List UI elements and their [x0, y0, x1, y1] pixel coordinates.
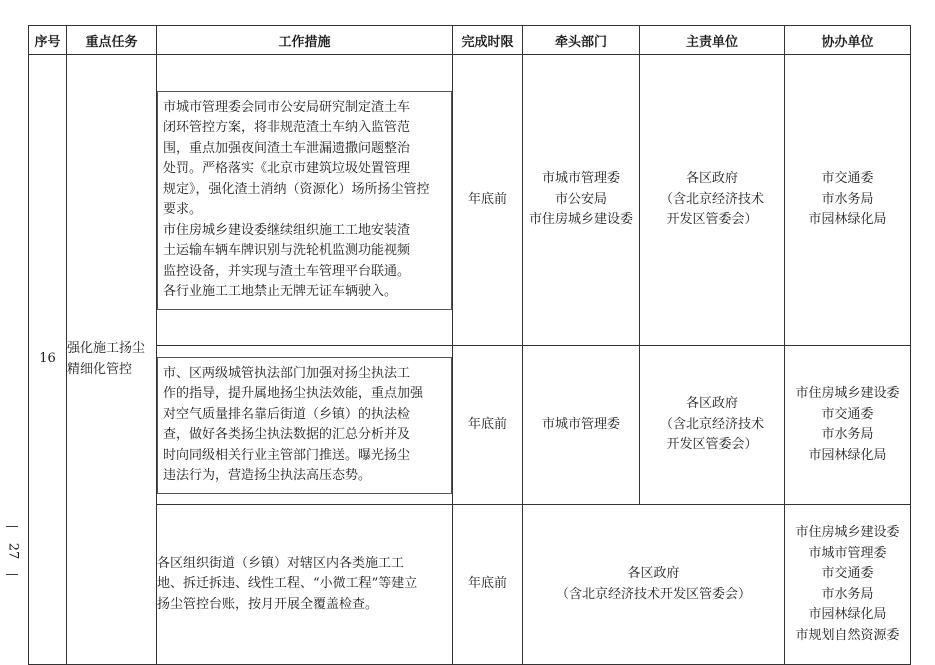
task-cell: 强化施工扬尘精细化管控 [67, 55, 157, 665]
measure-cell [157, 505, 453, 665]
header-assist: 协办单位 [785, 26, 911, 55]
page-number [2, 520, 22, 610]
assist-cell: 市交通委 市水务局 市园林绿化局 [785, 55, 911, 346]
measure-cell [157, 346, 453, 505]
page-number-value: 27 [4, 542, 20, 560]
header-measure: 工作措施 [157, 26, 453, 55]
table-row [29, 346, 911, 505]
header-lead: 牵头部门 [523, 26, 640, 55]
table-row [29, 505, 911, 665]
page-number-dash-bottom: — [5, 567, 19, 582]
measure-text: 各区组织街道（乡镇）对辖区内各类施工工 地、拆迁拆违、线性工程、“小微工程”等建立 扬尘管控台账，按月开展全覆盖检查。 [157, 555, 418, 612]
seq-cell: 16 [29, 55, 67, 665]
lead-cell: 市城市管理委 [523, 346, 640, 505]
main-cell: 各区政府 （含北京经济技术 开发区管委会） [640, 346, 785, 505]
header-row [29, 26, 911, 55]
table-row [29, 55, 911, 346]
deadline-cell: 年底前 [453, 346, 523, 505]
task-table [28, 25, 911, 665]
measure-text: 市、区两级城管执法部门加强对扬尘执法工 作的指导，提升属地扬尘执法效能，重点加强 对空气质量排名靠后街道（乡镇）的执法检 查，做好各类扬尘执法数据的汇总分析并及 时向同级相关行业主管部门推送。曝光扬尘 违法行为，营造扬尘执法高压态势。 [157, 357, 452, 494]
measure-text: 市城市管理委会同市公安局研究制定渣土车 闭环管控方案，将非规范渣土车纳入监管范 围，重点加强夜间渣土车泄漏遗撒问题整治 处罚。严格落实《北京市建筑垃圾处置管理 规定》，强化渣土消纳（资源化）场所扬尘管控 要求。 市住房城乡建设委继续组织施工工地安装渣 土运输车辆车牌识别与洗轮机监测功能视频 监控设备，并实现与渣土车管理平台联通。 各行业施工工地禁止无牌无证车辆驶入。 [157, 91, 452, 310]
header-seq: 序号 [29, 26, 67, 55]
deadline-cell: 年底前 [453, 55, 523, 346]
assist-cell: 市住房城乡建设委 市交通委 市水务局 市园林绿化局 [785, 346, 911, 505]
header-task: 重点任务 [67, 26, 157, 55]
lead-main-cell: 各区政府 （含北京经济技术开发区管委会） [523, 505, 785, 665]
main-cell: 各区政府 （含北京经济技术 开发区管委会） [640, 55, 785, 346]
measure-cell [157, 55, 453, 346]
header-main: 主责单位 [640, 26, 785, 55]
lead-cell: 市城市管理委 市公安局 市住房城乡建设委 [523, 55, 640, 346]
page-number-dash-top: — [5, 519, 19, 534]
header-deadline: 完成时限 [453, 26, 523, 55]
deadline-cell: 年底前 [453, 505, 523, 665]
assist-cell: 市住房城乡建设委 市城市管理委 市交通委 市水务局 市园林绿化局 市规划自然资源委 [785, 505, 911, 665]
